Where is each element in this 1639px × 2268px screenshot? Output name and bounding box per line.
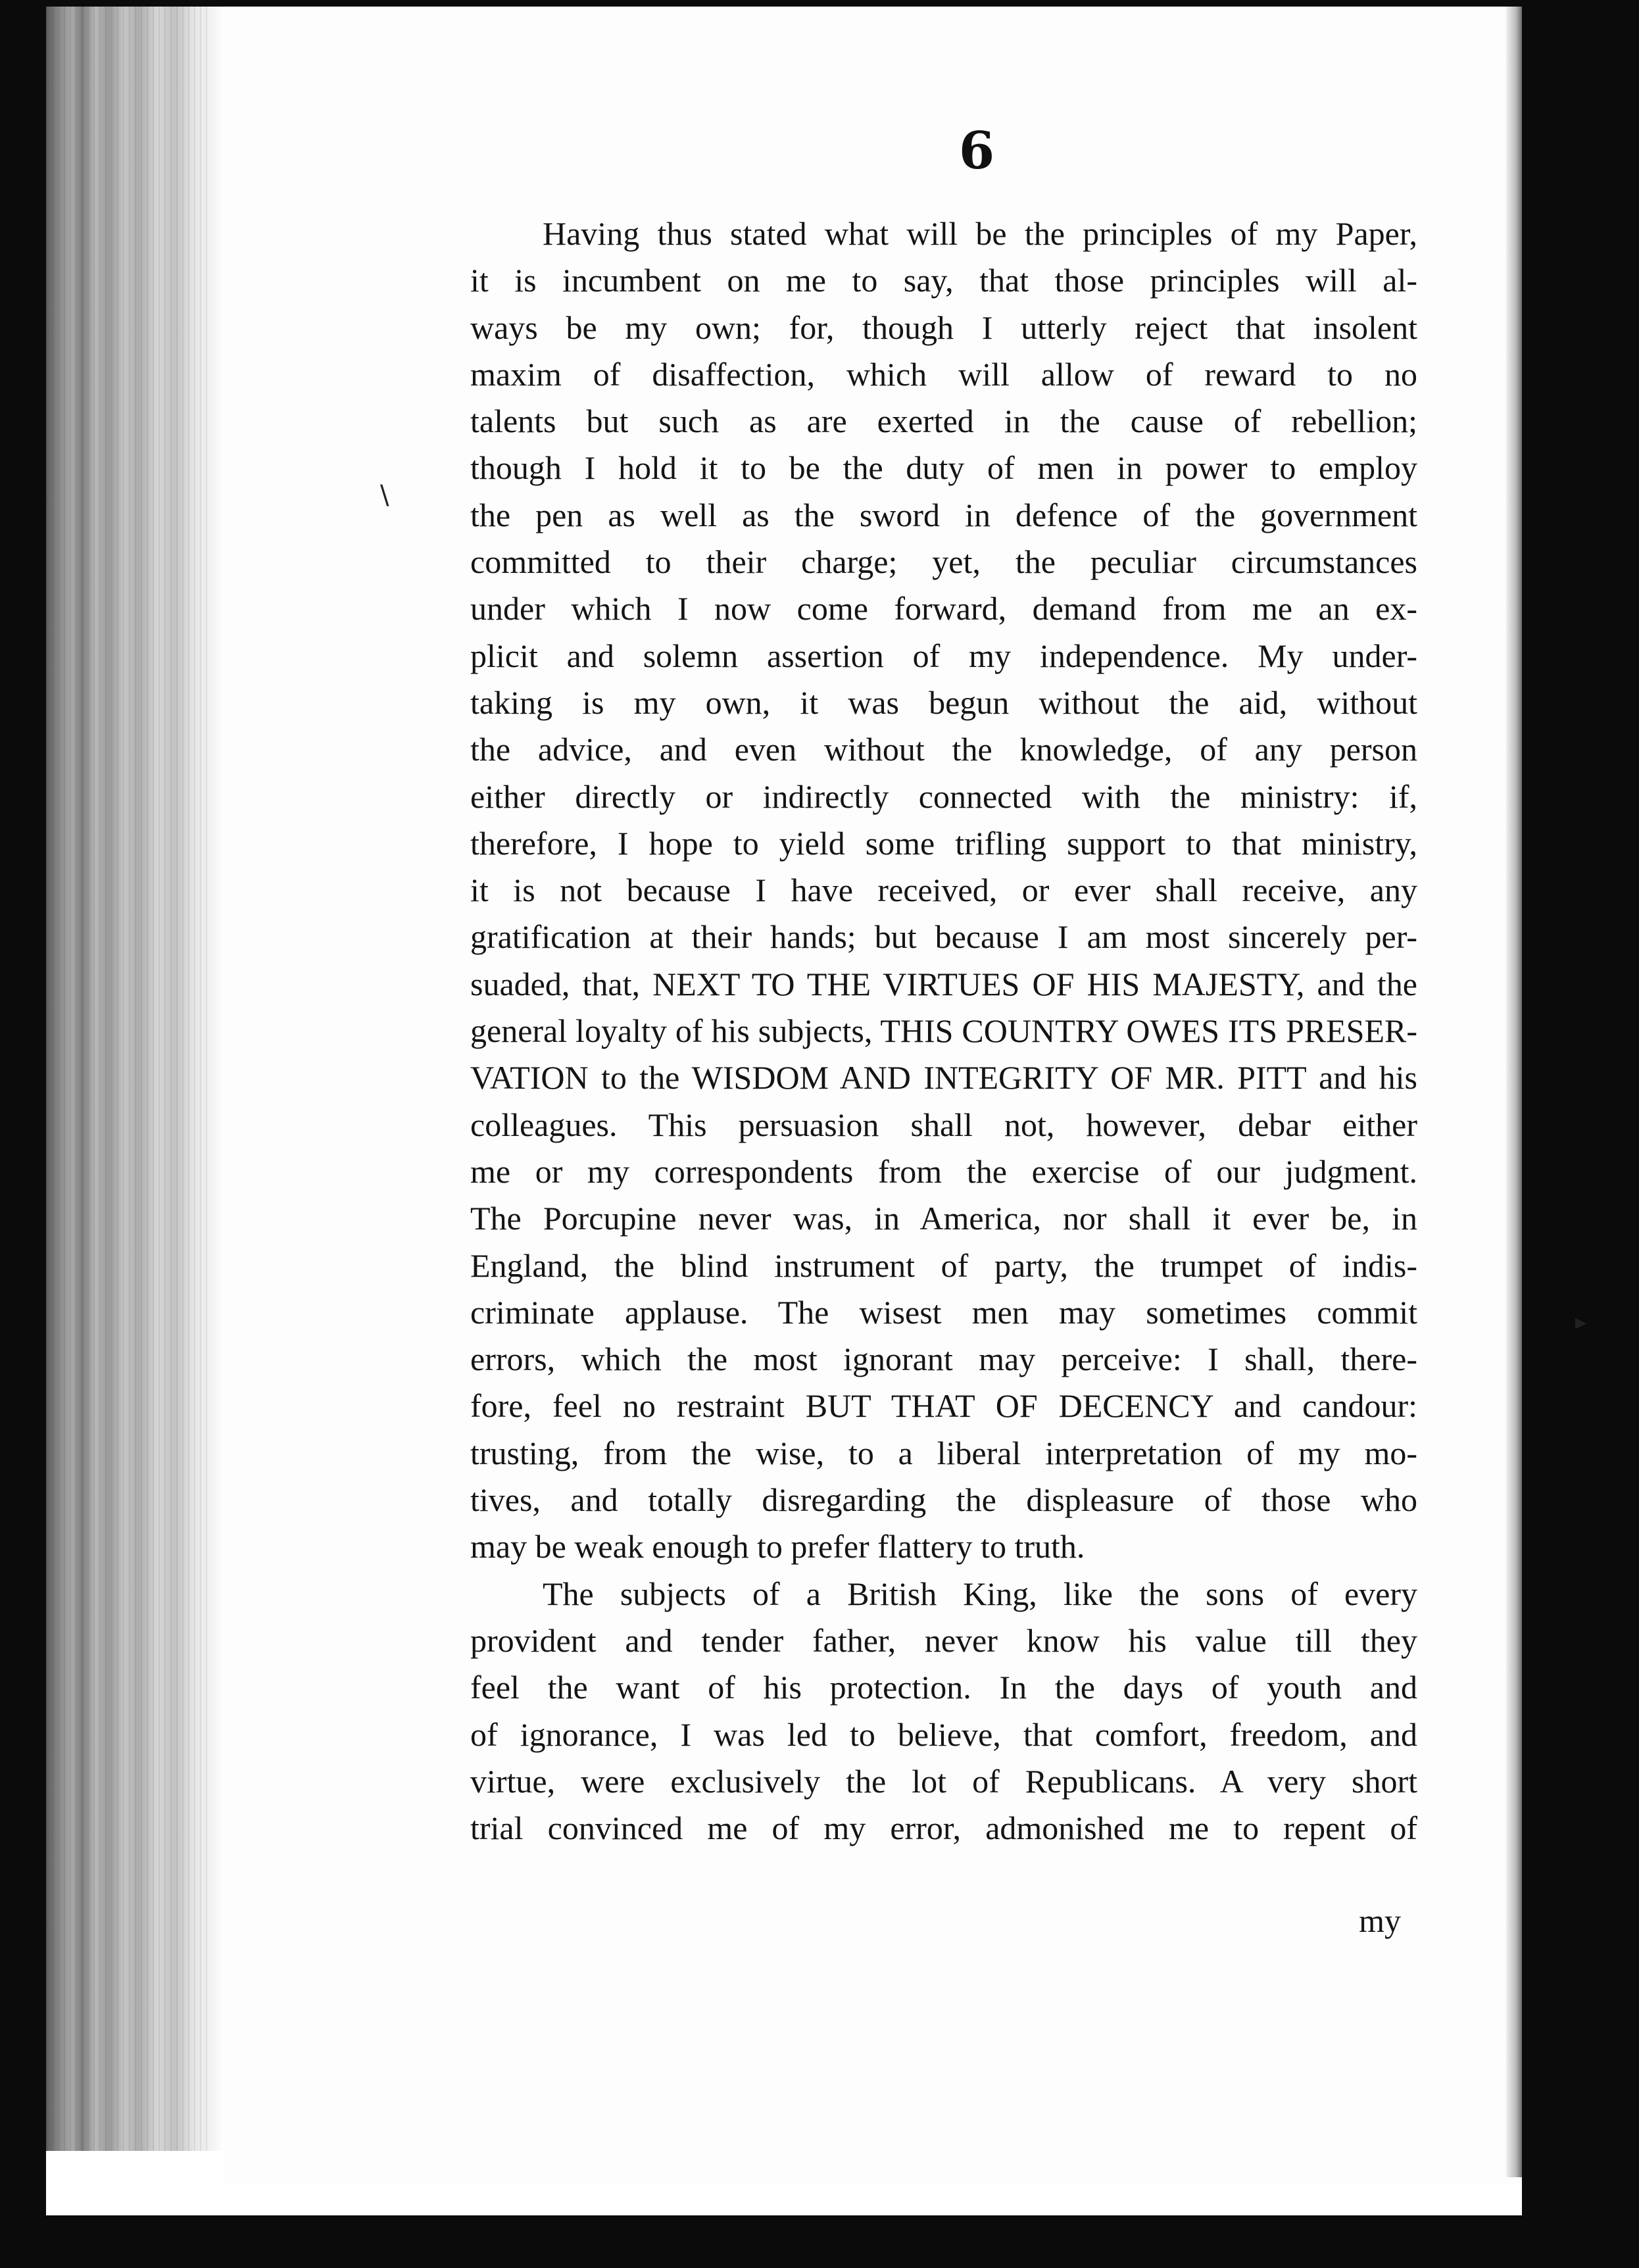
text-line: Having thus stated what will be the principles of my Paper, bbox=[543, 215, 1417, 252]
text-line: of ignorance, I was led to believe, that comfort, freedom, and bbox=[470, 1715, 1417, 1753]
stray-mark-right: ▸ bbox=[1575, 1309, 1587, 1335]
text-line: it is incumbent on me to say, that those principles will al- bbox=[470, 262, 1417, 299]
text-line: England, the blind instrument of party, the trumpet of indis- bbox=[470, 1246, 1417, 1284]
text-line: errors, which the most ignorant may perceive: I shall, there- bbox=[470, 1341, 1417, 1378]
text-line: colleagues. This persuasion shall not, however, debar either bbox=[470, 1106, 1417, 1143]
text-line: criminate applause. The wisest men may sometimes commit bbox=[470, 1293, 1417, 1331]
scan-border-left bbox=[0, 0, 46, 2268]
text-line: The Porcupine never was, in America, nor shall it ever be, in bbox=[470, 1200, 1417, 1237]
text-line: it is not because I have received, or ever shall receive, any bbox=[470, 872, 1417, 909]
text-line: The subjects of a British King, like the sons of every bbox=[543, 1575, 1417, 1612]
text-line: under which I now come forward, demand from me an ex- bbox=[470, 590, 1417, 628]
text-line: me or my correspondents from the exercise of our judgment. bbox=[470, 1152, 1417, 1190]
text-line: talents but such as are exerted in the cause of rebellion; bbox=[470, 403, 1417, 440]
text-line: fore, feel no restraint BUT THAT OF DECENCY and candour: bbox=[470, 1387, 1417, 1425]
text-line: the pen as well as the sword in defence of the government bbox=[470, 496, 1417, 533]
text-line: ways be my own; for, though I utterly reject that insolent bbox=[470, 308, 1417, 346]
text-line: taking is my own, it was begun without the aid, without bbox=[470, 683, 1417, 721]
text-line: feel the want of his protection. In the days of youth and bbox=[470, 1669, 1417, 1706]
body-text bbox=[470, 210, 1417, 1852]
text-line: virtue, were exclusively the lot of Republicans. A very short bbox=[470, 1762, 1417, 1800]
text-line: trial convinced me of my error, admonished me to repent of bbox=[470, 1810, 1417, 1847]
text-line: committed to their charge; yet, the peculiar circumstances bbox=[470, 543, 1417, 581]
text-line: VATION to the WISDOM AND INTEGRITY OF MR. PITT and his bbox=[470, 1059, 1417, 1097]
text-line: general loyalty of his subjects, THIS COUNTRY OWES ITS PRESER- bbox=[470, 1012, 1417, 1050]
stray-mark: \ bbox=[380, 480, 389, 510]
text-line: plicit and solemn assertion of my independence. My under- bbox=[470, 637, 1417, 674]
text-line: either directly or indirectly connected with the ministry: if, bbox=[470, 777, 1417, 815]
paragraph-2 bbox=[470, 1571, 1417, 1852]
catchword: my bbox=[1359, 1902, 1401, 1939]
text-line: gratification at their hands; but because I am most sincerely per- bbox=[470, 918, 1417, 956]
text-line: trusting, from the wise, to a liberal interpretation of my mo- bbox=[470, 1434, 1417, 1471]
paragraph-1 bbox=[470, 210, 1417, 1571]
text-line: tives, and totally disregarding the displeasure of those who bbox=[470, 1481, 1417, 1519]
page-number: 6 bbox=[958, 121, 995, 181]
text-line: provident and tender father, never know his value till they bbox=[470, 1621, 1417, 1659]
scan-border-right bbox=[1522, 0, 1639, 2268]
text-line: suaded, that, NEXT TO THE VIRTUES OF HIS MAJESTY, and the bbox=[470, 965, 1417, 1002]
scan-border-bottom bbox=[0, 2215, 1639, 2268]
text-line: though I hold it to be the duty of men in power to employ bbox=[470, 449, 1417, 487]
page-right-edge bbox=[1506, 7, 1522, 2177]
page-edges bbox=[46, 7, 210, 2151]
text-line: may be weak enough to prefer flattery to truth. bbox=[470, 1528, 1085, 1565]
text-line: the advice, and even without the knowledge, of any person bbox=[470, 731, 1417, 768]
text-line: therefore, I hope to yield some trifling support to that ministry, bbox=[470, 824, 1417, 862]
text-line: maxim of disaffection, which will allow of reward to no bbox=[470, 355, 1417, 393]
